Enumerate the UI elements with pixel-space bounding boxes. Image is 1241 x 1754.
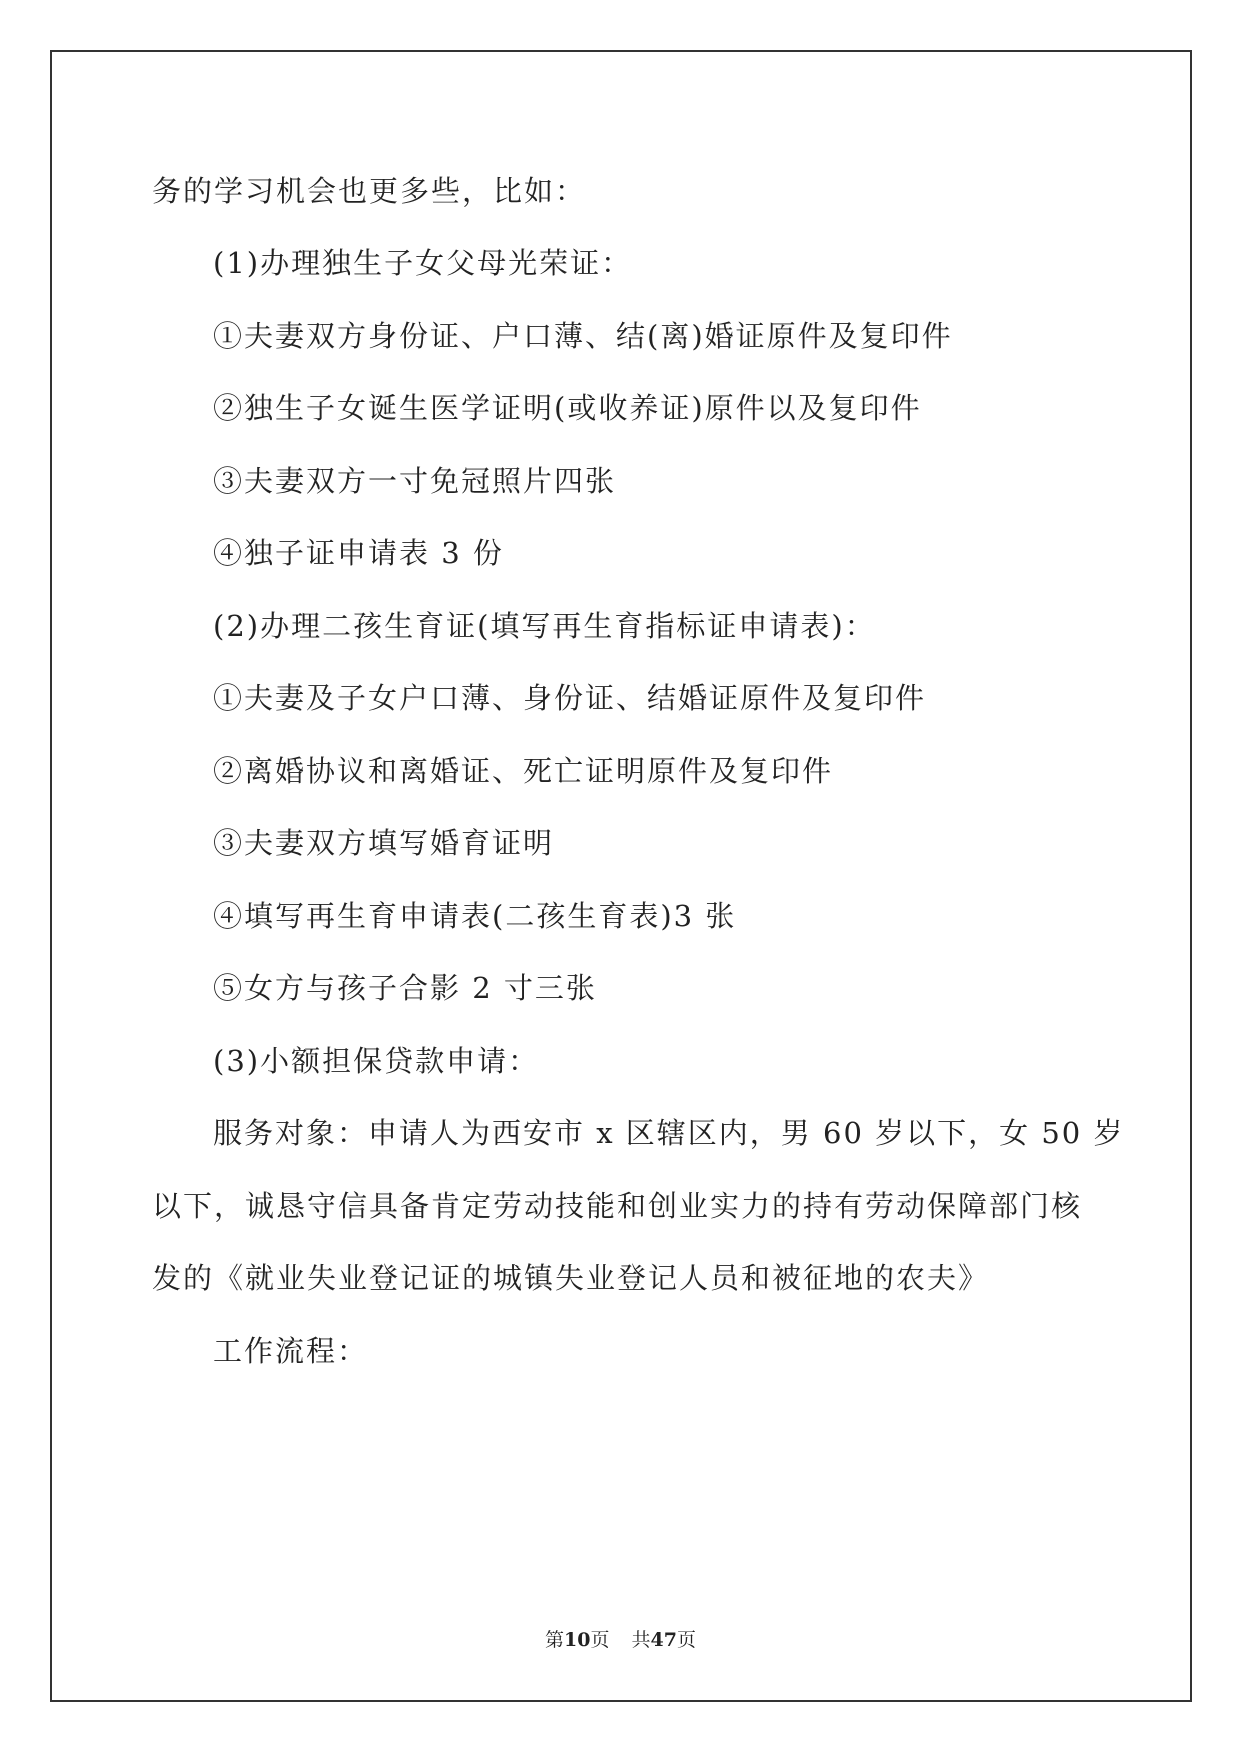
list-item: ①夫妻双方身份证、户口薄、结(离)婚证原件及复印件 [213,319,953,353]
list-item: ⑤女方与孩子合影 2 寸三张 [213,971,597,1005]
list-item: ②离婚协议和离婚证、死亡证明原件及复印件 [213,754,834,788]
list-item: ③夫妻双方填写婚育证明 [213,826,555,860]
total-pages: 47 [650,1629,677,1651]
list-item: ④填写再生育申请表(二孩生育表)3 张 [213,899,737,933]
page-footer [0,1628,1241,1652]
page-prefix: 第 [545,1629,565,1651]
section-heading: (1)办理独生子女父母光荣证： [213,246,633,280]
section-heading: (3)小额担保贷款申请： [213,1044,540,1078]
list-item: ④独子证申请表 3 份 [213,536,504,570]
text-line: 务的学习机会也更多些，比如： [152,174,587,208]
list-item: ②独生子女诞生医学证明(或收养证)原件以及复印件 [213,391,922,425]
total-suffix: 页 [676,1629,696,1651]
list-item: ③夫妻双方一寸免冠照片四张 [213,464,617,498]
section-heading: (2)办理二孩生育证(填写再生育指标证申请表)： [213,609,876,643]
paragraph-line: 服务对象：申请人为西安市 x 区辖区内，男 60 岁以下，女 50 岁 [213,1116,1125,1150]
list-item: ①夫妻及子女户口薄、身份证、结婚证原件及复印件 [213,681,927,715]
page-suffix: 页 [590,1629,610,1651]
section-heading: 工作流程： [213,1334,369,1368]
paragraph-line: 以下，诚恳守信具备肯定劳动技能和创业实力的持有劳动保障部门核 [152,1189,1083,1223]
total-prefix: 共 [631,1629,651,1651]
page-border [50,50,1192,1702]
paragraph-line: 发的《就业失业登记证的城镇失业登记人员和被征地的农夫》 [152,1261,990,1295]
page-number: 10 [564,1629,591,1651]
